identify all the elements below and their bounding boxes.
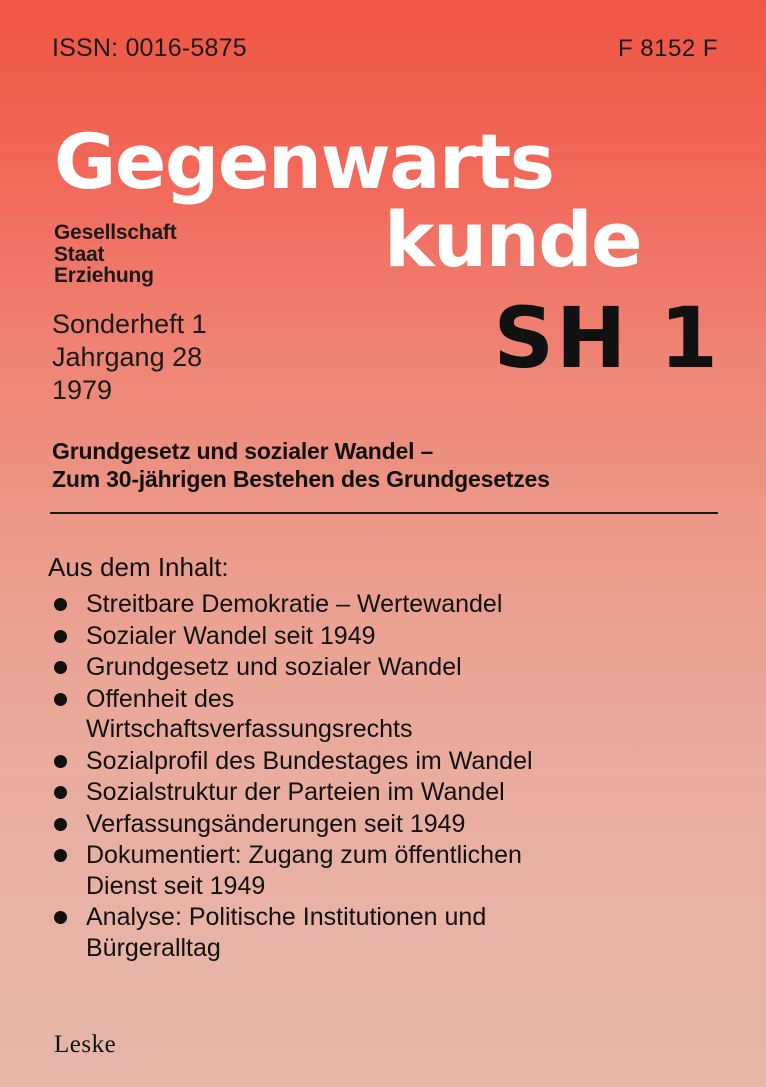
subtitle-line-3: Erziehung — [54, 264, 154, 287]
issue-year: 1979 — [52, 375, 113, 405]
bullet-icon — [54, 849, 67, 862]
list-item-line2: Bürgeralltag — [86, 933, 221, 962]
contents-title: Aus dem Inhalt: — [48, 552, 229, 582]
subtitle-line-2: Staat — [54, 242, 105, 266]
table-of-contents — [48, 552, 726, 964]
list-item-line2: Wirtschaftsverfassungsrechts — [86, 715, 413, 743]
list-item-line1: Offenheit des — [86, 684, 235, 713]
issue-headline — [52, 437, 724, 493]
list-item — [48, 809, 726, 840]
issn-text: ISSN: 0016-5875 — [52, 34, 247, 62]
bullet-icon — [54, 630, 67, 643]
bullet-icon — [54, 598, 67, 611]
journal-title-line1: Gegenwarts — [54, 117, 554, 206]
list-item-line1: Streitbare Demokratie – Wertewandel — [86, 590, 503, 618]
list-item-line1: Dokumentiert: Zugang zum öffentlichen — [86, 841, 522, 869]
list-item-line1: Analyse: Politische Institutionen und — [86, 903, 487, 931]
bullet-icon — [54, 661, 67, 674]
list-item-line1: Sozialer Wandel seit 1949 — [86, 621, 376, 650]
postal-code-text: F 8152 F — [617, 35, 718, 62]
list-item-line1: Verfassungsänderungen seit 1949 — [86, 809, 466, 838]
bullet-icon — [54, 911, 67, 924]
list-item — [48, 589, 726, 620]
list-item — [48, 902, 726, 963]
list-item-line1: Sozialprofil des Bundestages im Wandel — [86, 746, 533, 775]
list-item — [48, 746, 726, 777]
list-item — [48, 777, 726, 808]
journal-title-line2: kunde — [384, 195, 642, 284]
list-item — [48, 652, 726, 683]
special-issue-badge: SH 1 — [493, 289, 720, 387]
journal-subtitle — [54, 222, 177, 287]
issue-headline-line1: Grundgesetz und sozialer Wandel – — [52, 438, 434, 464]
issue-info — [52, 308, 207, 407]
bullet-icon — [54, 786, 67, 799]
issue-volume: Jahrgang 28 — [52, 342, 203, 372]
bullet-icon — [54, 755, 67, 768]
divider-rule — [50, 512, 718, 514]
cover-header — [52, 34, 718, 63]
issue-number: Sonderheft 1 — [52, 309, 207, 339]
list-item-line1: Grundgesetz und sozialer Wandel — [86, 653, 462, 681]
bullet-icon — [54, 818, 67, 831]
list-item-line1: Sozialstruktur der Parteien im Wandel — [86, 778, 505, 806]
contents-list — [48, 589, 726, 963]
publisher-name: Leske — [54, 1031, 117, 1058]
bullet-icon — [54, 693, 67, 706]
list-item — [48, 684, 726, 745]
list-item — [48, 621, 726, 652]
subtitle-line-1: Gesellschaft — [54, 221, 177, 244]
issue-headline-line2: Zum 30-jährigen Bestehen des Grundgesetzes — [52, 466, 550, 492]
list-item-line2: Dienst seit 1949 — [86, 871, 266, 900]
list-item — [48, 840, 726, 901]
